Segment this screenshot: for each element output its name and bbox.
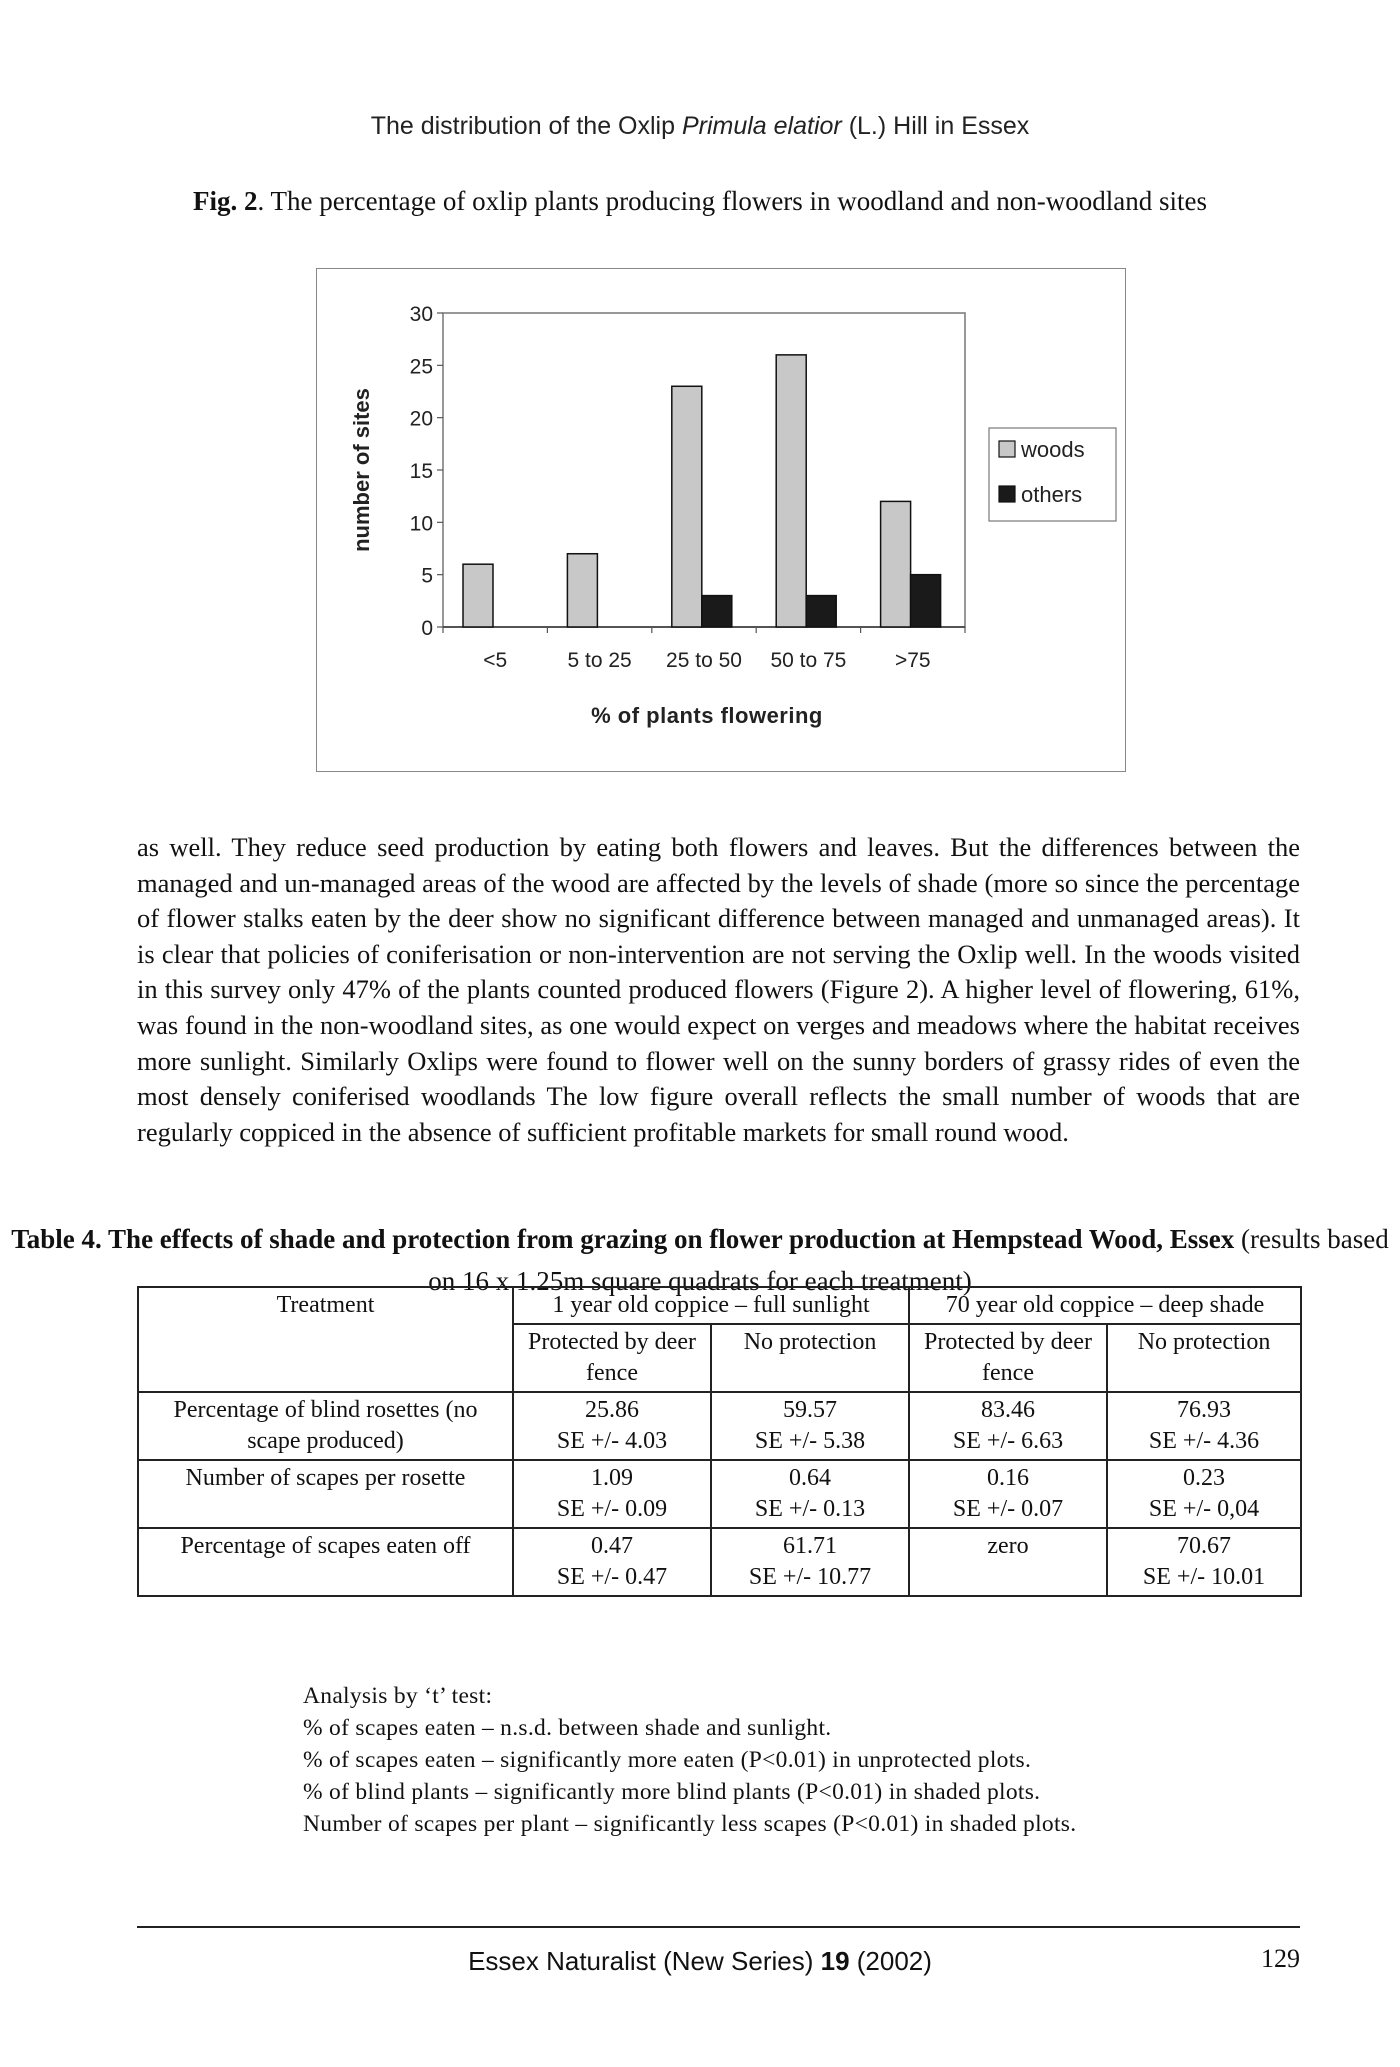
- table-cell: [1107, 1528, 1301, 1596]
- table-title-bold: Table 4. The effects of shade and protection from grazing on flower production at Hempstead Wood, Essex: [11, 1224, 1235, 1254]
- legend-swatch-others: [999, 486, 1015, 502]
- cell-value: 1.09: [591, 1465, 633, 1491]
- bar-woods: [881, 501, 911, 627]
- table-cell: [1107, 1392, 1301, 1460]
- cell-value: 59.57: [783, 1397, 837, 1423]
- cell-se: SE +/- 4.36: [1148, 1428, 1260, 1454]
- table-row: [138, 1392, 1301, 1460]
- footer-divider: [137, 1926, 1300, 1928]
- cell-se: SE +/- 4.03: [556, 1428, 668, 1454]
- figure-caption: [0, 186, 1400, 217]
- analysis-notes: [303, 1680, 1303, 1840]
- table-cell: [711, 1528, 909, 1596]
- x-axis-title: % of plants flowering: [591, 703, 823, 728]
- cell-value: 0.64: [789, 1465, 831, 1491]
- body-paragraph: as well. They reduce seed production by eating both flowers and leaves. But the differences between the managed and un-managed areas of the wood are affected by the levels of shade (more so since the percentage of flower stalks eaten by the deer show no significant difference between managed and unmanaged areas). It is clear that policies of coniferisation or non-intervention are not serving the Oxlip well. In the woods visited in this survey only 47% of the plants counted produced flowers (Figure 2). A higher level of flowering, 61%, was found in the non-woodland sites, as one would expect on verges and meadows where the habitat receives more sunlight. Similarly Oxlips were found to flower well on the sunny borders of grassy rides of even the most densely coniferised woodlands The low figure overall reflects the small number of woods that are regularly coppiced in the absence of sufficient profitable markets for small round wood.: [137, 832, 1300, 1147]
- cell-se: SE +/- 0.47: [556, 1564, 668, 1590]
- legend-swatch-woods: [999, 441, 1015, 457]
- cell-se: SE +/- 5.38: [754, 1428, 866, 1454]
- table-row: [138, 1528, 1301, 1596]
- table-row: [138, 1460, 1301, 1528]
- journal-year: (2002): [849, 1946, 932, 1976]
- figure-caption-text: . The percentage of oxlip plants producing flowers in woodland and non-woodland sites: [257, 186, 1208, 216]
- cell-value: zero: [987, 1533, 1029, 1559]
- row-label: Percentage of scapes eaten off: [138, 1528, 513, 1596]
- cell-se: SE +/- 6.63: [952, 1428, 1064, 1454]
- legend-label-woods: woods: [1021, 437, 1085, 462]
- running-head-prefix: The distribution of the Oxlip: [370, 112, 682, 140]
- y-tick-label: 10: [409, 512, 433, 536]
- analysis-line: % of scapes eaten – n.s.d. between shade and sunlight.: [303, 1715, 832, 1741]
- analysis-line: % of blind plants – significantly more blind plants (P<0.01) in shaded plots.: [303, 1779, 1041, 1805]
- x-tick-label: >75: [894, 649, 931, 672]
- group-header-shade: 70 year old coppice – deep shade: [909, 1287, 1301, 1324]
- subheader-no-protection: No protection: [1107, 1324, 1301, 1392]
- y-tick-label: 25: [409, 355, 433, 379]
- results-table: [137, 1286, 1302, 1597]
- cell-value: 25.86: [585, 1397, 639, 1423]
- subheader-protected: Protected by deer fence: [909, 1324, 1107, 1392]
- table-cell: [909, 1460, 1107, 1528]
- table-title-rest: (results based on 16 x 1.25m square quadrats for each treatment): [428, 1224, 1389, 1296]
- bar-woods: [776, 355, 806, 627]
- cell-value: 0.16: [987, 1465, 1030, 1491]
- table-cell: [909, 1528, 1107, 1596]
- table-cell: [513, 1460, 711, 1528]
- cell-value: 83.46: [981, 1397, 1036, 1423]
- legend-label-others: others: [1021, 482, 1083, 507]
- analysis-line: Number of scapes per plant – significantly less scapes (P<0.01) in shaded plots.: [303, 1811, 1077, 1837]
- y-tick-label: 30: [409, 303, 433, 326]
- journal-volume: 19: [820, 1946, 850, 1976]
- chart-frame: [316, 268, 1126, 772]
- y-tick-label: 20: [409, 407, 433, 431]
- subheader-protected: Protected by deer fence: [513, 1324, 711, 1392]
- table-cell: [1107, 1460, 1301, 1528]
- cell-se: SE +/- 10.77: [748, 1564, 872, 1590]
- cell-value: 70.67: [1177, 1533, 1232, 1559]
- x-tick-label: <5: [483, 649, 508, 672]
- running-head-species: Primula elatior: [681, 112, 842, 140]
- row-label: Number of scapes per rosette: [138, 1460, 513, 1528]
- bar-others: [806, 596, 836, 627]
- cell-se: SE +/- 0.13: [754, 1496, 866, 1522]
- cell-se: SE +/- 0.07: [952, 1496, 1064, 1522]
- y-tick-label: 15: [409, 460, 433, 483]
- running-head: [0, 112, 1400, 141]
- table-cell: [909, 1392, 1107, 1460]
- bar-others: [702, 596, 732, 627]
- cell-value: 0.23: [1183, 1465, 1226, 1491]
- x-tick-label: 5 to 25: [567, 649, 632, 672]
- bar-woods: [672, 386, 702, 627]
- running-head-suffix: (L.) Hill in Essex: [841, 112, 1030, 140]
- y-axis-title: number of sites: [349, 388, 374, 552]
- y-tick-label: 0: [421, 617, 433, 640]
- table-cell: [711, 1392, 909, 1460]
- bar-woods: [567, 554, 597, 627]
- treatment-header-spacer: [138, 1324, 513, 1392]
- analysis-line: Analysis by ‘t’ test:: [303, 1683, 493, 1709]
- bar-others: [911, 575, 941, 627]
- cell-value: 76.93: [1177, 1397, 1232, 1423]
- row-label: Percentage of blind rosettes (no scape produced): [138, 1392, 513, 1460]
- treatment-header: Treatment: [138, 1287, 513, 1324]
- table-cell: [711, 1460, 909, 1528]
- subheader-no-protection: No protection: [711, 1324, 909, 1392]
- x-tick-label: 25 to 50: [666, 649, 742, 672]
- cell-value: 61.71: [783, 1533, 837, 1559]
- bar-woods: [463, 564, 493, 627]
- table-cell: [513, 1392, 711, 1460]
- cell-se: SE +/- 0.09: [556, 1496, 668, 1522]
- table-header-row: [138, 1287, 1301, 1324]
- figure-label: Fig. 2: [192, 186, 258, 216]
- page-number: 129: [1261, 1944, 1300, 1973]
- cell-se: SE +/- 0,04: [1148, 1496, 1260, 1522]
- analysis-line: % of scapes eaten – significantly more eaten (P<0.01) in unprotected plots.: [303, 1747, 1032, 1773]
- journal-name: Essex Naturalist (New Series): [468, 1946, 821, 1976]
- table-cell: [513, 1528, 711, 1596]
- journal-citation: [0, 1946, 1400, 1977]
- cell-value: 0.47: [591, 1533, 633, 1559]
- y-tick-label: 5: [421, 564, 433, 588]
- table-subheader-row: [138, 1324, 1301, 1392]
- x-tick-label: 50 to 75: [770, 649, 847, 672]
- cell-se: SE +/- 10.01: [1142, 1564, 1266, 1590]
- bar-chart: [317, 269, 1127, 773]
- group-header-sunlight: 1 year old coppice – full sunlight: [513, 1287, 909, 1324]
